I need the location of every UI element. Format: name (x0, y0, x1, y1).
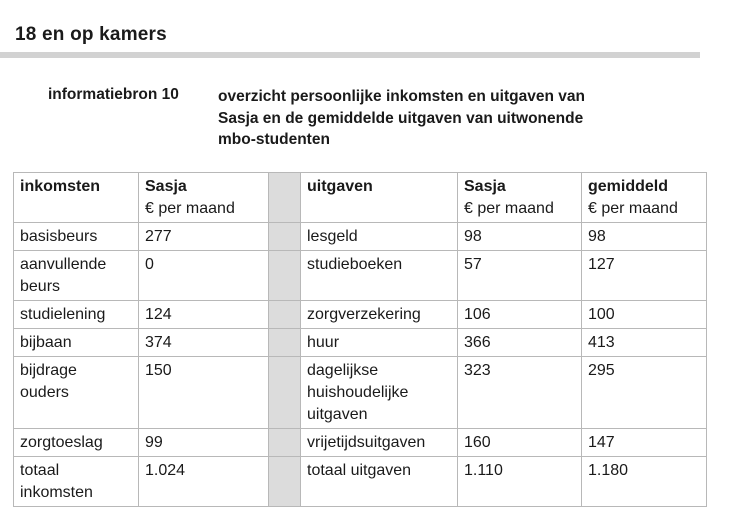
expense-label-text: studieboeken (307, 256, 403, 273)
expense-label-text: uitgaven (307, 406, 368, 423)
expense-label-text: huishoudelijke (307, 384, 409, 401)
table-gap-cell (269, 251, 301, 301)
header-rule (0, 52, 700, 58)
expense-label-text: totaal uitgaven (307, 462, 412, 479)
expense-sasja-value: 57 (458, 251, 582, 301)
income-label (14, 251, 139, 301)
income-label-text: zorgtoeslag (20, 434, 103, 451)
expense-average-value: 413 (582, 329, 707, 357)
expense-sasja-value: 323 (458, 357, 582, 429)
table-gap-cell (269, 429, 301, 457)
expense-label-text: huur (307, 334, 340, 351)
expense-label (301, 429, 458, 457)
expense-average-value: 98 (582, 223, 707, 251)
expense-label-text: zorgverzekering (307, 306, 421, 323)
table-gap-cell (269, 357, 301, 429)
income-label-text: inkomsten (20, 484, 93, 501)
income-value: 124 (139, 301, 269, 329)
income-expense-table (13, 172, 707, 507)
expense-label (301, 301, 458, 329)
income-value: 0 (139, 251, 269, 301)
expense-sasja-value: 106 (458, 301, 582, 329)
income-label (14, 223, 139, 251)
header-inkomsten: inkomsten (14, 173, 139, 223)
expense-label (301, 251, 458, 301)
income-label-text: bijdrage (20, 362, 77, 379)
table-gap-cell (269, 457, 301, 507)
income-label-text: beurs (20, 278, 61, 295)
header-uitgaven: uitgaven (301, 173, 458, 223)
income-value: 99 (139, 429, 269, 457)
income-label-text: bijbaan (20, 334, 72, 351)
source-line: mbo-studenten (218, 131, 330, 148)
table-row (14, 329, 707, 357)
income-value: 150 (139, 357, 269, 429)
income-value: 277 (139, 223, 269, 251)
table-gap-cell (269, 329, 301, 357)
expense-label (301, 223, 458, 251)
table-row (14, 457, 707, 507)
income-label-text: basisbeurs (20, 228, 98, 245)
expense-sasja-value: 366 (458, 329, 582, 357)
expense-sasja-value: 98 (458, 223, 582, 251)
header-title: 18 en op kamers (15, 24, 167, 45)
expense-average-value: 127 (582, 251, 707, 301)
expense-average-value: 147 (582, 429, 707, 457)
expense-sasja-value: 1.110 (458, 457, 582, 507)
table-row (14, 301, 707, 329)
source-line: overzicht persoonlijke inkomsten en uitgaven van (218, 88, 585, 105)
expense-average-value: 1.180 (582, 457, 707, 507)
expense-average-value: 100 (582, 301, 707, 329)
table-row (14, 223, 707, 251)
table-row (14, 251, 707, 301)
header-gemiddeld: gemiddeld € per maand (582, 173, 707, 223)
expense-label (301, 457, 458, 507)
expense-label (301, 357, 458, 429)
income-value: 1.024 (139, 457, 269, 507)
source-description (218, 86, 688, 151)
source-label: informatiebron 10 (48, 86, 179, 103)
expense-label-text: lesgeld (307, 228, 358, 245)
header-sasja-income: Sasja € per maand (139, 173, 269, 223)
expense-sasja-value: 160 (458, 429, 582, 457)
table-gap-cell (269, 301, 301, 329)
table-header-row (14, 173, 707, 223)
income-label-text: ouders (20, 384, 69, 401)
expense-label-text: dagelijkse (307, 362, 379, 379)
table-row (14, 357, 707, 429)
income-label (14, 329, 139, 357)
expense-average-value: 295 (582, 357, 707, 429)
income-label (14, 429, 139, 457)
income-label (14, 301, 139, 329)
income-label-text: aanvullende (20, 256, 107, 273)
expense-label (301, 329, 458, 357)
income-label-text: studielening (20, 306, 106, 323)
header-sasja-expense: Sasja € per maand (458, 173, 582, 223)
table-row (14, 429, 707, 457)
source-line: Sasja en de gemiddelde uitgaven van uitwonende (218, 109, 584, 127)
table-gap-cell (269, 223, 301, 251)
income-value: 374 (139, 329, 269, 357)
income-label-text: totaal (20, 462, 60, 479)
table-gap-column (269, 173, 301, 223)
income-label (14, 357, 139, 429)
expense-label-text: vrijetijdsuitgaven (307, 434, 426, 451)
income-label (14, 457, 139, 507)
